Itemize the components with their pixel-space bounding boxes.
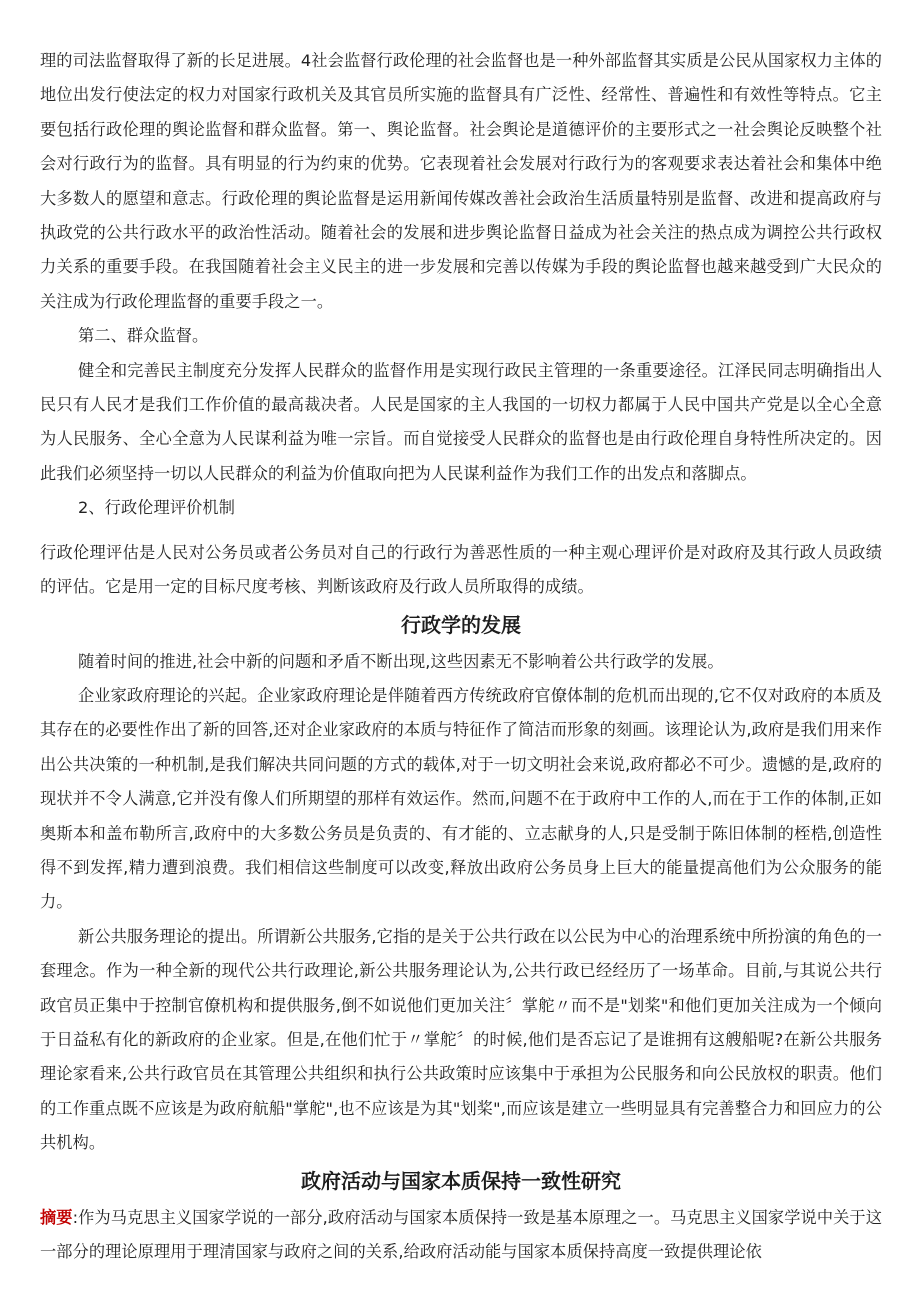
section1-paragraph-2: 健全和完善民主制度充分发挥人民群众的监督作用是实现行政民主管理的一条重要途径。江泽民同志明确指出人民只有人民才是我们工作价值的最高裁决者。人民是国家的主人我国的一切权力都属于人民中国共产党是以全心全意为人民服务、全心全意为人民谋利益为唯一宗旨。而自觉接受人民群众的监督也是由行政伦理自身特性所决定的。因此我们必须坚持一切以人民群众的利益为价值取向把为人民谋利益作为我们工作的出发点和落脚点。 <box>40 360 882 483</box>
section2-title: 行政学的发展 <box>401 612 521 637</box>
section1-subheading-mass-supervision: 第二、群众监督。 <box>78 326 209 346</box>
document-page <box>40 44 882 1269</box>
section1-paragraph-1: 理的司法监督取得了新的长足进展。4社会监督行政伦理的社会监督也是一种外部监督其实质是公民从国家权力主体的地位出发行使法定的权力对国家行政机关及其官员所实施的监督具有广泛性、经常性、普遍性和有效性等特点。它主要包括行政伦理的舆论监督和群众监督。第一、舆论监督。社会舆论是道德评价的主要形式之一社会舆论反映整个社会对行政行为的监督。具有明显的行为约束的优势。它表现着社会发展对行政行为的客观要求表达着社会和集体中绝大多数人的愿望和意志。行政伦理的舆论监督是运用新闻传媒改善社会政治生活质量特别是监督、改进和提高政府与执政党的公共行政水平的政治性活动。随着社会的发展和进步舆论监督日益成为社会关注的热点成为调控公共行政权力关系的重要手段。在我国随着社会主义民主的进一步发展和完善以传媒为手段的舆论监督也越来越受到广大民众的关注成为行政伦理监督的重要手段之一。 <box>40 51 882 311</box>
section1-item-2: 2、行政伦理评价机制 <box>78 498 235 518</box>
section3-title: 政府活动与国家本质保持一致性研究 <box>301 1168 621 1193</box>
abstract-label: 摘要 <box>40 1207 73 1227</box>
section2-paragraph-1: 随着时间的推进,社会中新的问题和矛盾不断出现,这些因素无不影响着公共行政学的发展。 <box>78 651 724 671</box>
section2-paragraph-2: 企业家政府理论的兴起。企业家政府理论是伴随着西方传统政府官僚体制的危机而出现的,它不仅对政府的本质及其存在的必要性作出了新的回答,还对企业家政府的本质与特征作了简洁而形象的刻画。该理论认为,政府是我们用来作出公共决策的一种机制,是我们解决共同问题的方式的载体,对于一切文明社会来说,政府都必不可少。遗憾的是,政府的现状并不令人满意,它并没有像人们所期望的那样有效运作。然而,问题不在于政府中工作的人,而在于工作的体制,正如奥斯本和盖布勒所言,政府中的大多数公务员是负责的、有才能的、立志献身的人,只是受制于陈旧体制的桎梏,创造性得不到发挥,精力遭到浪费。我们相信这些制度可以改变,释放出政府公务员身上巨大的能量提高他们为公众服务的能力。 <box>40 685 882 912</box>
section1-paragraph-3: 行政伦理评估是人民对公务员或者公务员对自己的行政行为善恶性质的一种主观心理评价是对政府及其行政人员政绩的评估。它是用一定的目标尺度考核、判断该政府及行政人员所取得的成绩。 <box>40 542 882 597</box>
abstract-text: :作为马克思主义国家学说的一部分,政府活动与国家本质保持一致是基本原理之一。马克思主义国家学说中关于这一部分的理论原理用于理清国家与政府之间的关系,给政府活动能与国家本质保持高度一致提供理论依 <box>40 1207 883 1261</box>
section3-abstract <box>40 1201 882 1270</box>
section2-paragraph-3: 新公共服务理论的提出。所谓新公共服务,它指的是关于公共行政在以公民为中心的治理系统中所扮演的角色的一套理念。作为一种全新的现代公共行政理论,新公共服务理论认为,公共行政已经经历了一场革命。目前,与其说公共行政官员正集中于控制官僚机构和提供服务,倒不如说他们更加关注〞掌舵〃而不是"划桨"和他们更加关注成为一个倾向于日益私有化的新政府的企业家。但是,在他们忙于〃掌舵〞的时候,他们是否忘记了是谁拥有这艘船呢?在新公共服务理论家看来,公共行政官员在其管理公共组织和执行公共政策时应该集中于承担为公民服务和向公民放权的职责。他们的工作重点既不应该是为政府航船"掌舵",也不应该是为其"划桨",而应该是建立一些明显具有完善整合力和回应力的公共机构。 <box>40 926 882 1153</box>
spacer <box>40 526 882 536</box>
